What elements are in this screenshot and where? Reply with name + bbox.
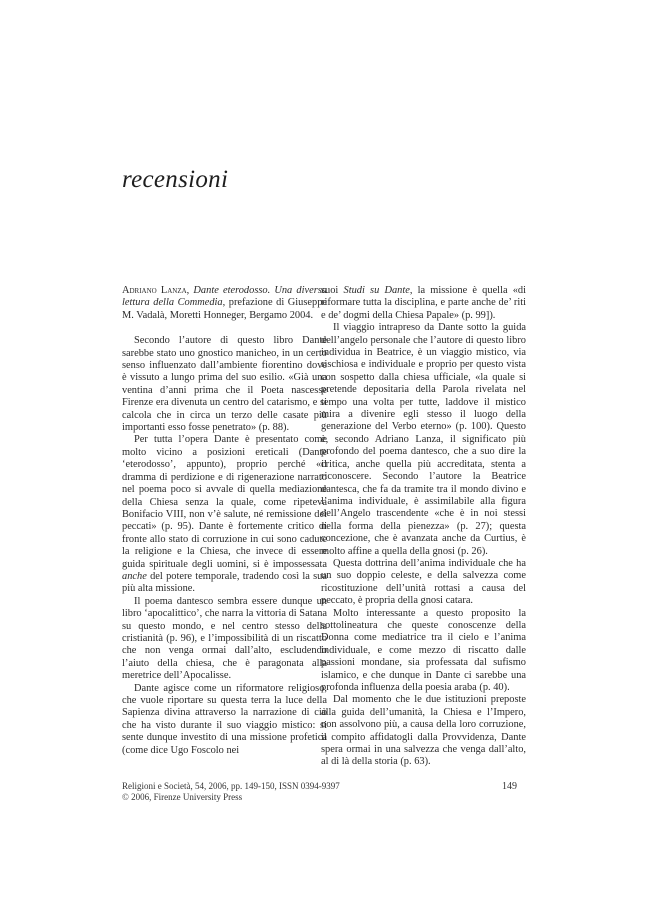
section-title: recensioni: [122, 166, 229, 193]
right-column: [321, 285, 526, 769]
review-publication: , prefazione di Giuseppe M. Vadalà, Moretti Honneger, Bergamo 2004.: [122, 297, 328, 321]
right-italic-title: Studi su Dante: [343, 285, 410, 296]
left-paragraph-2-text: Per tutta l’opera Dante è presentato come molto vicino a posizioni ereticali (Dante ‘eterodosso’, appunto), proprio perché «il dramma di perdizione e di rigenerazione narrato nel poema poco si avvale di quella mediazione della Chiesa senza la quale, come ripeteva Bonifacio VIII, non v’è salute, né remissione dei peccati» (p. 95). Dante è fortemente critico di fronte allo stato di corruzione in cui sono cadute la religione e la Chiesa, che invece di essere guida spirituale degli uomini, si è impossessata: [122, 434, 327, 570]
right-paragraph-1: Il viaggio intrapreso da Dante sotto la guida dell’angelo personale che l’autore di questo libro individua in Beatrice, è un viaggio mistico, via rischiosa e individuale e proprio per questo vista con sospetto dalla chiesa ufficiale, «la quale si pretende depositaria della Parola rivelata nel tempo una volta per tutte, laddove il mistico mira a divenire egli stesso il luogo della generazione del Verbo eterno» (p. 100). Questo è, secondo Adriano Lanza, il significato più profondo del poema dantesco, che a suo dire la critica, anche quella più accreditata, stenta a riconoscere. Secondo l’autore la Beatrice dantesca, che fa da tramite tra il mondo divino e l’anima individuale, è assimilabile alla figura dell’Angelo trascendente «che è in noi stessi nella forma della pienezza» (p. 27); questa concezione, che è avanzata anche da Curtius, è molto affine a quella della gnosi (p. 26).: [321, 322, 526, 557]
left-paragraph-3: Il poema dantesco sembra essere dunque un libro ‘apocalittico’, che narra la vittoria di Satana su questo mondo, e nel centro stesso della cristianità (p. 96), e l’impossibilità di un riscatto che non venga ormai dall’alto, escludendo l’aiuto della chiesa, che è paragonata alla meretrice dell’Apocalisse.: [122, 595, 327, 682]
left-paragraph-2-tail: del potere temporale, tradendo così la sua più alta missione.: [122, 570, 327, 595]
left-column: [122, 285, 327, 757]
right-paragraph-continued: [321, 285, 526, 322]
right-first-tail: , la missione è quella «di riformare tutta la disciplina, e parte anche de’ riti e de’ dogmi della Chiesa Papale» (p. 99]).: [321, 285, 527, 321]
right-start: suoi: [321, 285, 344, 296]
right-paragraph-4: Dal momento che le due istituzioni preposte alla guida dell’umanità, la Chiesa e l’Impero, non assolvono più, a causa della loro corruzione, il compito affidatogli dalla Provvidenza, Dante spera ormai in una salvezza che venga dall’alto, al di là della storia (p. 63).: [321, 694, 526, 768]
right-paragraph-3: Molto interessante a questo proposito la sottolineatura che queste conoscenze della Donna come mediatrice tra il cielo e l’anima individuale, e come mezzo di riscatto dalle passioni mondane, sia professata dal sufismo islamico, e che dunque in Dante ci sarebbe una profonda influenza della poesia araba (p. 40).: [321, 607, 526, 693]
review-sep: ,: [186, 285, 194, 296]
left-paragraph-2: [122, 434, 327, 595]
review-author: Adriano Lanza: [122, 285, 187, 296]
left-paragraph-4: Dante agisce come un riformatore religioso, che vuole riportare su questa terra la luce della Sapienza divina attraverso la narrazione di ciò che ha visto durante il suo viaggio mistico: si sente dunque investito di una missione profetica (come dice Ugo Foscolo nei: [122, 682, 327, 756]
review-book-title: Dante eterodosso. Una diversa lettura della Commedia: [122, 285, 327, 309]
page-footer: [122, 781, 517, 803]
right-paragraph-2: Questa dottrina dell’anima individuale che ha un suo doppio celeste, e della salvezza come ricostituzione dell’unità rottasi a causa del peccato, è propria della gnosi catara.: [321, 557, 526, 607]
review-citation: [122, 285, 327, 322]
left-paragraph-2-italic: anche: [122, 570, 147, 582]
copyright: © 2006, Firenze University Press: [122, 792, 243, 802]
journal-info: Religioni e Società, 54, 2006, pp. 149-150, ISSN 0394-9397: [122, 781, 340, 791]
left-paragraph-1: Secondo l’autore di questo libro Dante sarebbe stato uno gnostico manicheo, in un certo senso influenzato dall’ambiente fiorentino dove è vissuto a lungo prima del suo esilio. «Già una ventina d’anni prima che il Poeta nascesse Firenze era divenuta un centro del catarismo, e si calcola che in circa un terzo delle casate più importanti esso fosse penetrato» (p. 88).: [122, 335, 327, 434]
page-number: 149: [502, 781, 517, 792]
